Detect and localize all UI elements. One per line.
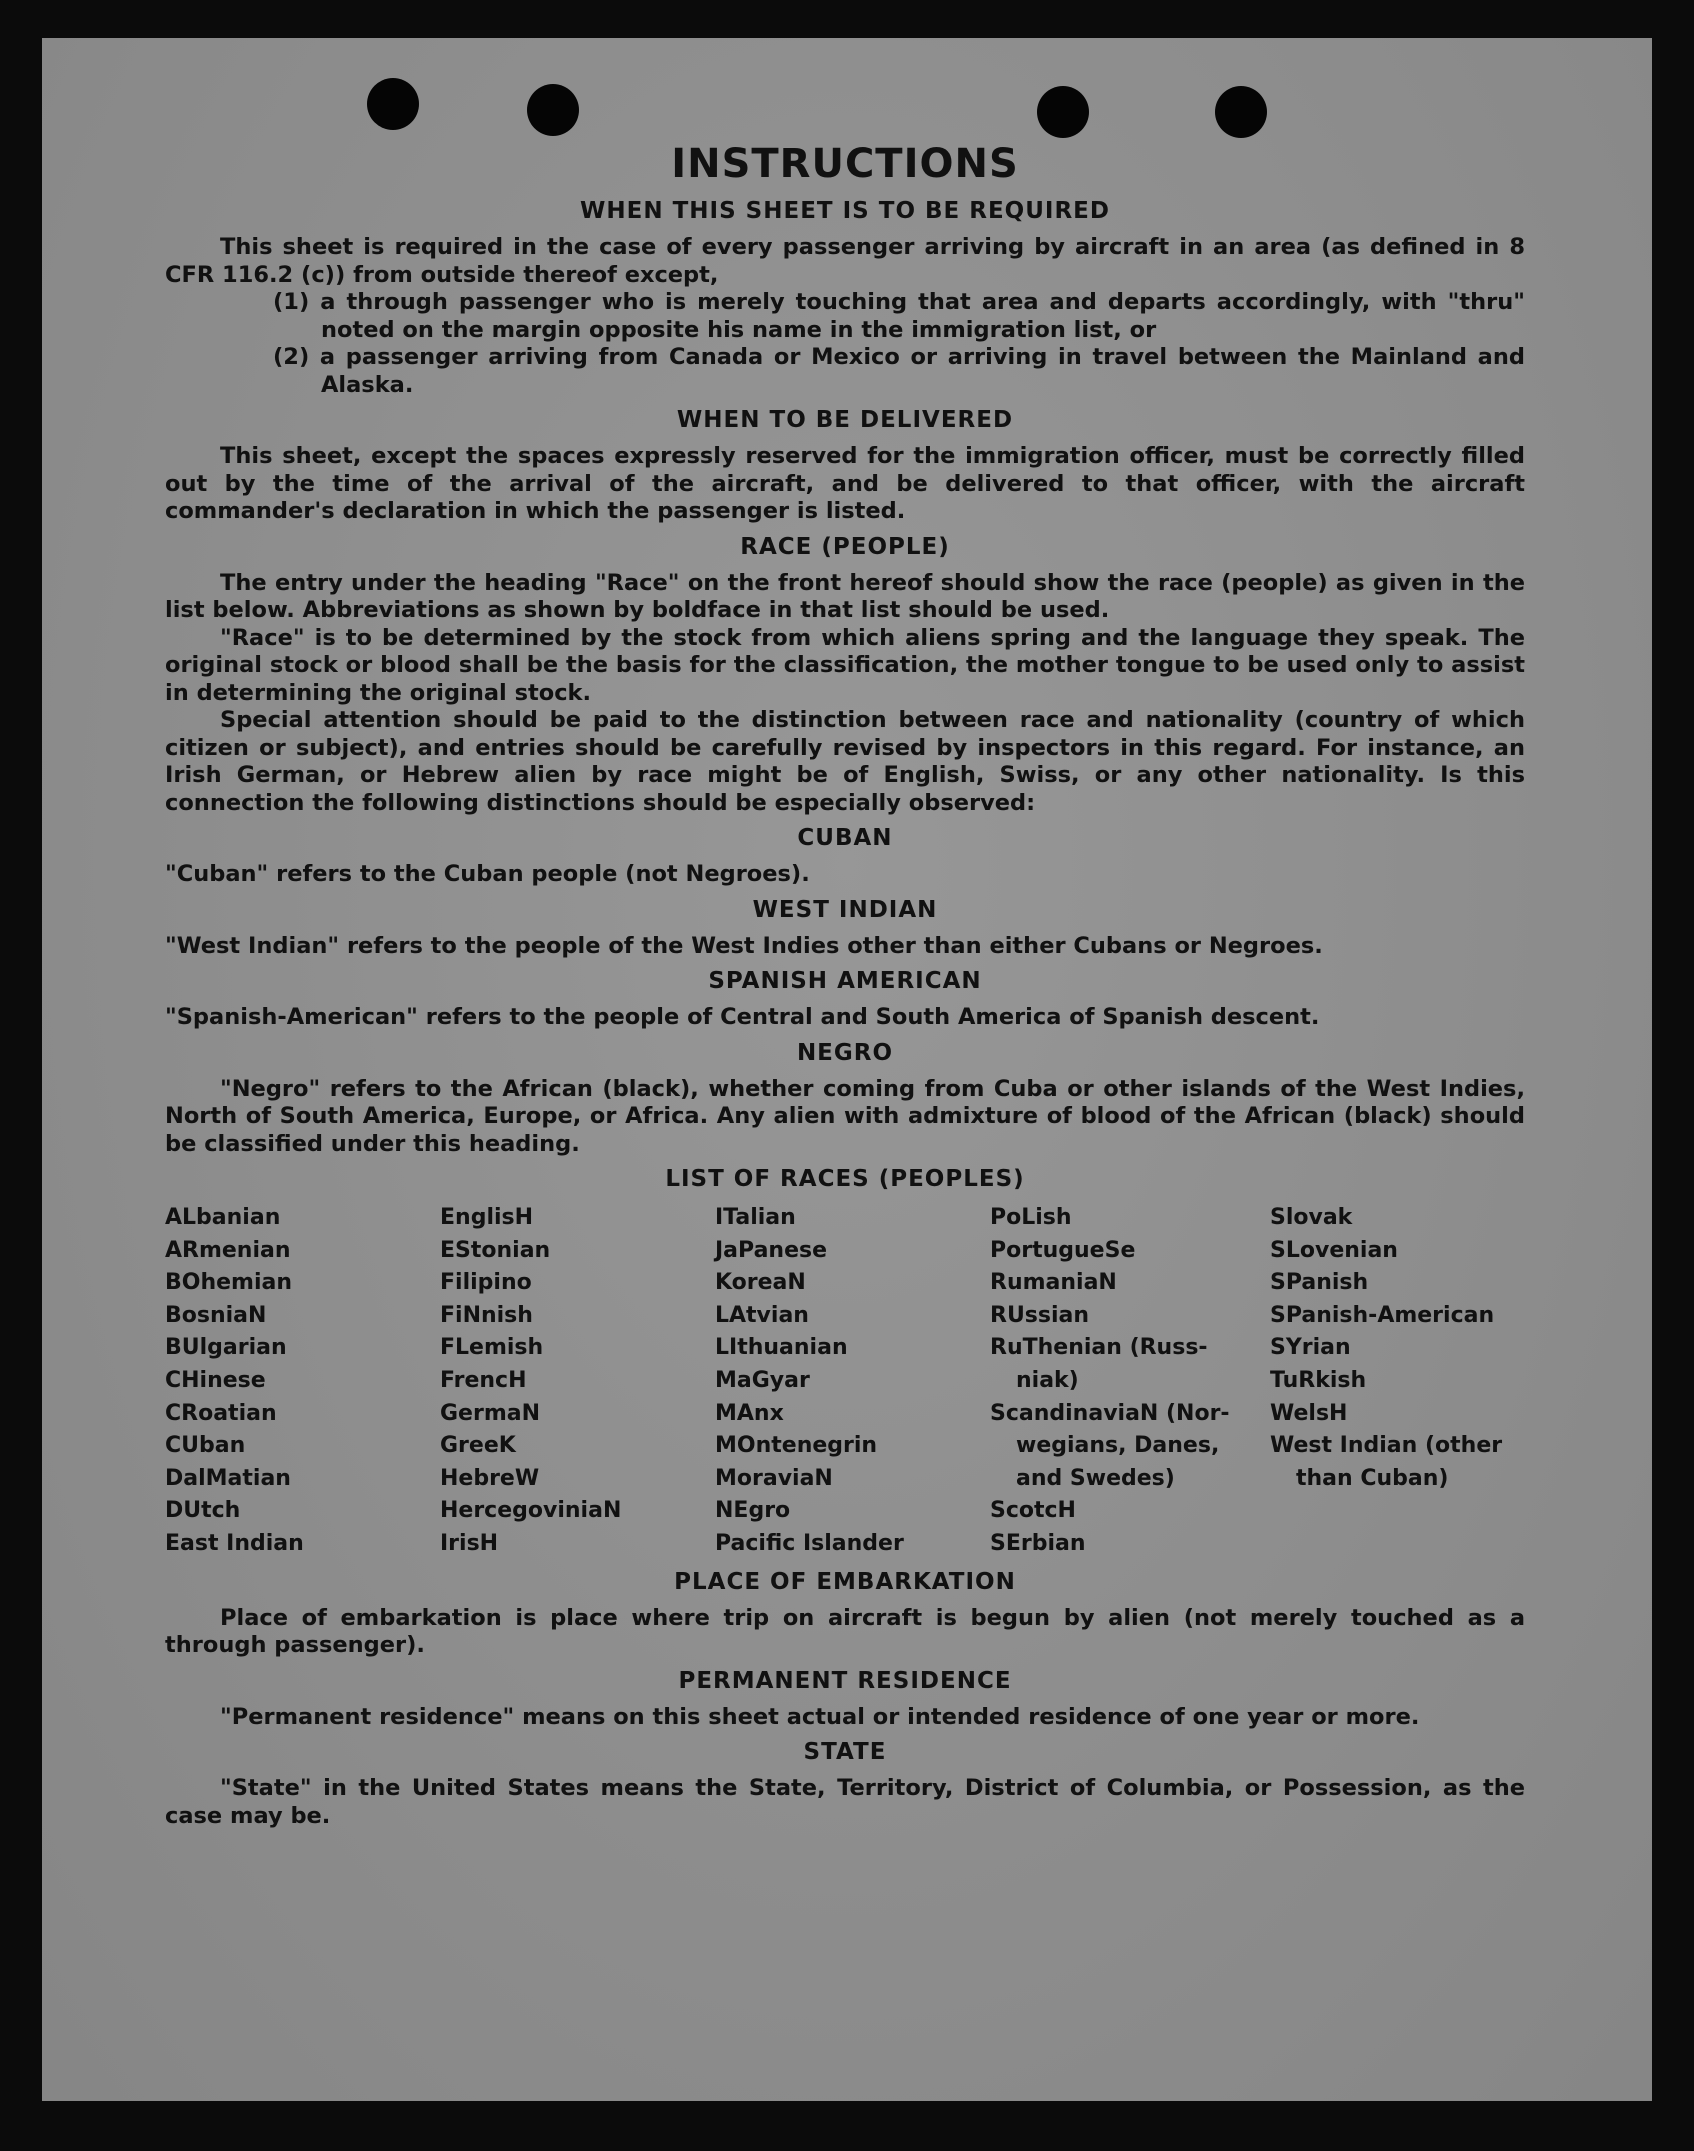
list-item: (1) a through passenger who is merely touching that area and departs accordingly, with "thru" noted on the margin opposite his name in the immigration list, or (273, 289, 1525, 343)
paragraph: Special attention should be paid to the distinction between race and nationality (country of which citizen or subject), and entries should be carefully revised by inspectors in this regard. For instance, an Irish German, or Hebrew alien by race might be of English, Swiss, or any other nationality. Is this connection the following distinctions should be especially observed: (165, 707, 1525, 816)
punch-hole (367, 78, 419, 130)
race-item: GreeK (440, 1433, 516, 1459)
race-item: CHinese (165, 1367, 266, 1393)
race-item: CUban (165, 1433, 246, 1459)
page-title: INSTRUCTIONS (671, 141, 1019, 187)
race-item: Slovak (1270, 1205, 1353, 1230)
race-item: DUtch (165, 1498, 241, 1524)
race-column (990, 1202, 1270, 1561)
race-item: TuRkish (1270, 1367, 1367, 1393)
race-item: niak) (1016, 1367, 1079, 1393)
race-column (440, 1202, 715, 1561)
race-item: EStonian (440, 1237, 551, 1263)
race-item: East Indian (165, 1530, 304, 1556)
paragraph: "Negro" refers to the African (black), whether coming from Cuba or other islands of the West Indies, North of South America, Europe, or Africa. Any alien with admixture of blood of the African (black) should be classified under this heading. (165, 1075, 1525, 1157)
paragraph: This sheet, except the spaces expressly reserved for the immigration officer, must be correctly filled out by the time of the arrival of the aircraft, and be delivered to that officer, with the aircraft commander's declaration in which the passenger is listed. (165, 443, 1525, 524)
race-item: NEgro (715, 1498, 791, 1524)
race-column (165, 1202, 440, 1561)
race-item: Filipino (440, 1270, 532, 1296)
race-item: ScotcH (990, 1498, 1076, 1524)
race-item: FrencH (440, 1367, 527, 1393)
race-item: SPanish (1270, 1270, 1369, 1296)
race-item: ScandinaviaN (Nor- (990, 1400, 1230, 1426)
race-item: RUssian (990, 1302, 1090, 1328)
section-heading: CUBAN (797, 825, 893, 851)
paragraph: "Permanent residence" means on this sheet actual or intended residence of one year or more. (220, 1703, 1420, 1730)
section-heading: RACE (PEOPLE) (740, 533, 950, 560)
race-item: HercegoviniaN (440, 1498, 622, 1524)
race-item: BUlgarian (165, 1335, 287, 1361)
section-heading: NEGRO (796, 1039, 894, 1066)
race-item: PoLish (990, 1205, 1072, 1230)
race-item: CRoatian (165, 1400, 277, 1426)
race-item: KoreaN (715, 1270, 806, 1296)
race-item: IrisH (440, 1530, 499, 1556)
race-column (715, 1202, 990, 1561)
race-item: LIthuanian (715, 1335, 848, 1361)
race-column (1270, 1202, 1540, 1561)
race-list (165, 1202, 1525, 1561)
paragraph: "Spanish-American" refers to the people of Central and South America of Spanish descent. (165, 1004, 1320, 1030)
section-heading: SPANISH AMERICAN (708, 968, 982, 994)
paragraph: Place of embarkation is place where trip on aircraft is begun by alien (not merely touched as a through passenger). (165, 1604, 1525, 1659)
race-item: MOntenegrin (715, 1433, 878, 1459)
document-page (42, 38, 1652, 2101)
race-item: than Cuban) (1296, 1465, 1449, 1491)
section-heading: WEST INDIAN (752, 896, 938, 923)
list-item: (2) a passenger arriving from Canada or Mexico or arriving in travel between the Mainland and Alaska. (273, 344, 1525, 398)
race-item: SLovenian (1270, 1237, 1398, 1263)
instructions-body (165, 138, 1525, 1830)
race-item: SYrian (1270, 1335, 1351, 1361)
race-item: WelsH (1270, 1400, 1348, 1426)
race-item: SErbian (990, 1530, 1086, 1556)
section-heading: PLACE OF EMBARKATION (674, 1568, 1016, 1595)
race-item: ALbanian (165, 1205, 281, 1230)
race-item: EnglisH (440, 1205, 534, 1230)
race-item: JaPanese (715, 1237, 828, 1263)
race-item: HebreW (440, 1465, 540, 1491)
race-item: West Indian (other (1270, 1433, 1503, 1459)
race-item: MoraviaN (715, 1465, 833, 1491)
race-item: Pacific Islander (715, 1530, 904, 1556)
section-heading: PERMANENT RESIDENCE (678, 1667, 1012, 1694)
race-item: SPanish-American (1270, 1302, 1495, 1328)
race-item: BosniaN (165, 1302, 267, 1328)
punch-hole (1215, 86, 1267, 138)
race-item: MAnx (715, 1400, 784, 1426)
race-item: RuThenian (Russ- (990, 1335, 1208, 1361)
race-item: DalMatian (165, 1465, 291, 1491)
paragraph: "Race" is to be determined by the stock from which aliens spring and the language they speak. The original stock or blood shall be the basis for the classification, the mother tongue to be used only to assist in determining the original stock. (165, 624, 1525, 706)
race-item: RumaniaN (990, 1270, 1117, 1296)
race-item: ITalian (715, 1205, 796, 1230)
race-item: ARmenian (165, 1237, 291, 1263)
race-item: LAtvian (715, 1302, 809, 1328)
punch-hole (527, 84, 579, 136)
section-heading: WHEN THIS SHEET IS TO BE REQUIRED (580, 198, 1110, 224)
paragraph: This sheet is required in the case of every passenger arriving by aircraft in an area (as defined in 8 CFR 116.2 (c)) from outside thereof except, (165, 234, 1525, 288)
race-item: BOhemian (165, 1270, 293, 1296)
paragraph: "West Indian" refers to the people of the West Indies other than either Cubans or Negroes. (165, 932, 1323, 959)
race-item: and Swedes) (1016, 1465, 1175, 1491)
paragraph: "State" in the United States means the State, Territory, District of Columbia, or Possession, as the case may be. (165, 1775, 1525, 1829)
section-heading: LIST OF RACES (PEOPLES) (665, 1166, 1025, 1192)
race-item: MaGyar (715, 1367, 810, 1393)
paragraph: "Cuban" refers to the Cuban people (not Negroes). (165, 861, 810, 887)
section-heading: STATE (803, 1739, 887, 1766)
race-item: GermaN (440, 1400, 541, 1426)
race-item: PortugueSe (990, 1237, 1136, 1263)
race-item: FLemish (440, 1335, 544, 1361)
race-item: wegians, Danes, (1016, 1433, 1220, 1459)
race-item: FiNnish (440, 1302, 533, 1328)
paragraph: The entry under the heading "Race" on the front hereof should show the race (people) as given in the list below. Abbreviations as shown by boldface in that list should be used. (165, 569, 1525, 623)
section-heading: WHEN TO BE DELIVERED (676, 407, 1014, 433)
punch-hole (1037, 86, 1089, 138)
